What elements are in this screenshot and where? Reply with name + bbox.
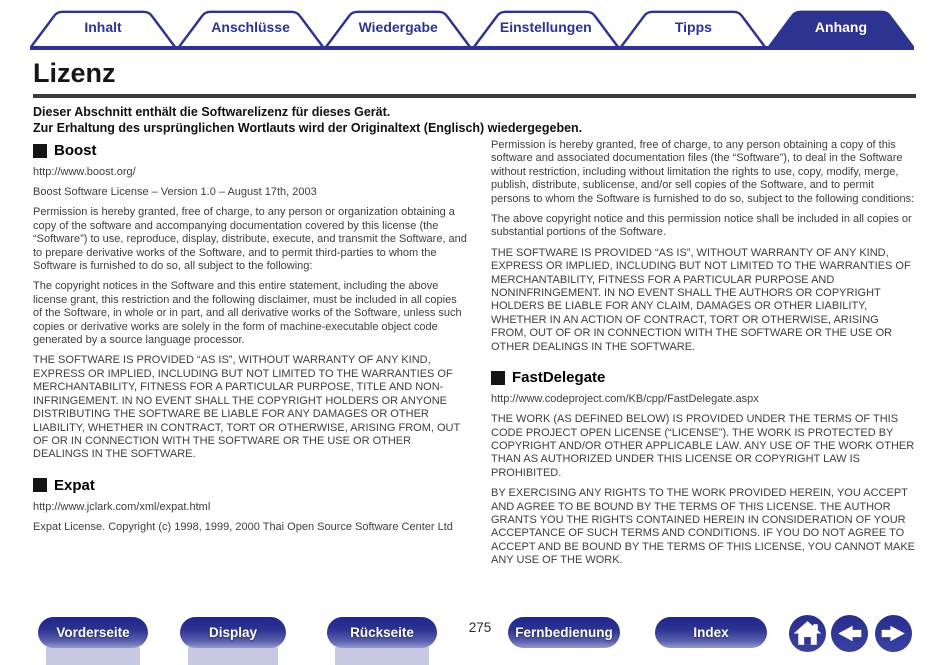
intro-text (33, 105, 916, 136)
tab-label: Tipps (674, 19, 712, 35)
page-title: Lizenz (33, 58, 116, 88)
previous-page-button[interactable] (831, 615, 868, 652)
expat-paragraph-3: THE SOFTWARE IS PROVIDED “AS IS”, WITHOUT WARRANTY OF ANY KIND, EXPRESS OR IMPLIED, INCLUDING BUT NOT LIMITED TO THE WARRANTIES OF MERCHANTABILITY, FITNESS FOR A PARTICULAR PURPOSE AND NONINFRINGEMENT. IN NO EVENT SHALL THE AUTHORS OR COPYRIGHT HOLDERS BE LIABLE FOR ANY CLAIM, DAMAGES OR OTHER LIABILITY, WHETHER IN AN ACTION OF CONTRACT, TORT OR OTHERWISE, ARISING FROM, OUT OF OR IN CONNECTION WITH THE SOFTWARE OR THE USE OR OTHER DEALINGS IN THE SOFTWARE. (491, 246, 911, 353)
two-column-layout (33, 139, 916, 575)
fastdelegate-paragraph-2: BY EXERCISING ANY RIGHTS TO THE WORK PROVIDED HEREIN, YOU ACCEPT AND AGREE TO BE BOUND BY THE TERMS OF THIS LICENSE. THE AUTHOR GRANTS YOU THE RIGHTS CONTAINED HEREIN IN CONSIDERATION OF YOUR ACCEPTANCE OF SUCH TERMS AND CONDITIONS. IF YOU DO NOT AGREE TO ACCEPT AND BE BOUND BY THE TERMS OF THIS LICENSE, YOU CANNOT MAKE ANY USE OF THE WORK. (491, 487, 916, 567)
tab-wiedergabe[interactable] (325, 9, 471, 47)
tab-bar-underline (30, 46, 914, 50)
index-button[interactable]: Index (655, 617, 767, 648)
rear-panel-button[interactable]: Rückseite (327, 617, 437, 648)
section-heading-label: Expat (54, 476, 95, 494)
home-button[interactable] (789, 615, 826, 652)
arrow-left-icon (831, 615, 868, 652)
boost-url: http://www.boost.org/ (33, 166, 136, 178)
tab-label: Anhang (814, 19, 868, 35)
tab-anhang[interactable] (768, 9, 914, 47)
boost-paragraph-2: The copyright notices in the Software and this entire statement, including the above license grant, this restriction and the following disclaimer, must be included in all copies of the Software, in whole or in part, and all derivative works of the Software, unless such copies or derivative works are solely in the form of machine-executable object code generated by a source language processor. (33, 280, 462, 347)
section-heading-label: Boost (54, 142, 97, 159)
remote-control-button[interactable]: Fernbedienung (508, 617, 620, 648)
fastdelegate-paragraph-1: THE WORK (AS DEFINED BELOW) IS PROVIDED UNDER THE TERMS OF THIS CODE PROJECT OPEN LICENSE (“LICENSE”). THE WORK IS PROTECTED BY COPYRIGHT AND/OR OTHER APPLICABLE LAW. ANY USE OF THE WORK OTHER THAN AS AUTHORIZED UNDER THIS LICENSE OR COPYRIGHT LAW IS PROHIBITED. (491, 413, 915, 479)
button-reflection (188, 647, 278, 665)
section-heading-fastdelegate (491, 369, 915, 386)
section-heading-label: FastDelegate (512, 369, 606, 387)
next-page-button[interactable] (875, 615, 912, 652)
boost-paragraph-3: THE SOFTWARE IS PROVIDED “AS IS”, WITHOUT WARRANTY OF ANY KIND, EXPRESS OR IMPLIED, INCLUDING BUT NOT LIMITED TO THE WARRANTIES OF MERCHANTABILITY, FITNESS FOR A PARTICULAR PURPOSE, TITLE AND NON-INFRINGEMENT. IN NO EVENT SHALL THE COPYRIGHT HOLDERS OR ANYONE DISTRIBUTING THE SOFTWARE BE LIABLE FOR ANY DAMAGES OR OTHER LIABILITY, WHETHER IN CONTRACT, TORT OR OTHERWISE, ARISING FROM, OUT OF OR IN CONNECTION WITH THE SOFTWARE OR THE USE OR OTHER DEALINGS IN THE SOFTWARE. (33, 354, 461, 461)
tab-anschluesse[interactable] (178, 9, 324, 47)
tab-label: Inhalt (84, 19, 122, 35)
right-column (491, 139, 915, 575)
section-marker (33, 144, 47, 158)
front-panel-button[interactable]: Vorderseite (38, 617, 148, 648)
intro-line-2: Zur Erhaltung des ursprünglichen Wortlauts wird der Originaltext (Englisch) wiedergegeben. (33, 121, 583, 135)
arrow-right-icon (875, 615, 912, 652)
boost-license-title: Boost Software License – Version 1.0 – August 17th, 2003 (33, 186, 317, 198)
tab-tipps[interactable] (620, 9, 766, 47)
home-icon (789, 615, 826, 652)
intro-line-1: Dieser Abschnitt enthält die Softwarelizenz für dieses Gerät. (33, 105, 391, 119)
title-underline (33, 94, 916, 98)
display-button[interactable]: Display (180, 617, 286, 648)
left-column (33, 139, 467, 575)
tab-label: Wiedergabe (358, 19, 438, 35)
button-reflection (335, 647, 429, 665)
expat-paragraph-2: The above copyright notice and this permission notice shall be included in all copies or substantial portions of the Software. (491, 213, 912, 239)
tab-label: Einstellungen (499, 19, 592, 35)
section-marker (491, 371, 505, 385)
section-heading-expat (33, 477, 467, 494)
content-area (33, 58, 916, 575)
expat-url: http://www.jclark.com/xml/expat.html (33, 500, 211, 513)
boost-paragraph-1: Permission is hereby granted, free of charge, to any person or organization obtaining a copy of the software and accompanying documentation covered by this license (the “Software”) to use, reproduce, display, distribute, execute, and transmit the Software, and to prepare derivative works of the Software, and to permit third-parties to whom the Software is furnished to do so, all subject to the following: (33, 206, 467, 273)
expat-copyright-line: Expat License. Copyright (c) 1998, 1999, 2000 Thai Open Source Software Center Ltd (33, 520, 453, 533)
tab-inhalt[interactable] (30, 9, 176, 47)
page-number: 275 (468, 620, 492, 635)
section-heading-boost (33, 142, 467, 159)
tab-label: Anschlüsse (211, 19, 290, 35)
top-tab-bar (30, 9, 914, 47)
tab-einstellungen[interactable] (473, 9, 619, 47)
button-reflection (46, 647, 140, 665)
fastdelegate-url: http://www.codeproject.com/KB/cpp/FastDelegate.aspx (491, 393, 759, 406)
section-marker (33, 478, 47, 492)
expat-paragraph-1: Permission is hereby granted, free of charge, to any person obtaining a copy of this software and associated documentation files (the “Software”), to deal in the Software without restriction, including without limitation the rights to use, copy, modify, merge, publish, distribute, sublicense, and/or sell copies of the Software, and to permit persons to whom the Software is furnished to do so, subject to the following conditions: (491, 139, 915, 205)
